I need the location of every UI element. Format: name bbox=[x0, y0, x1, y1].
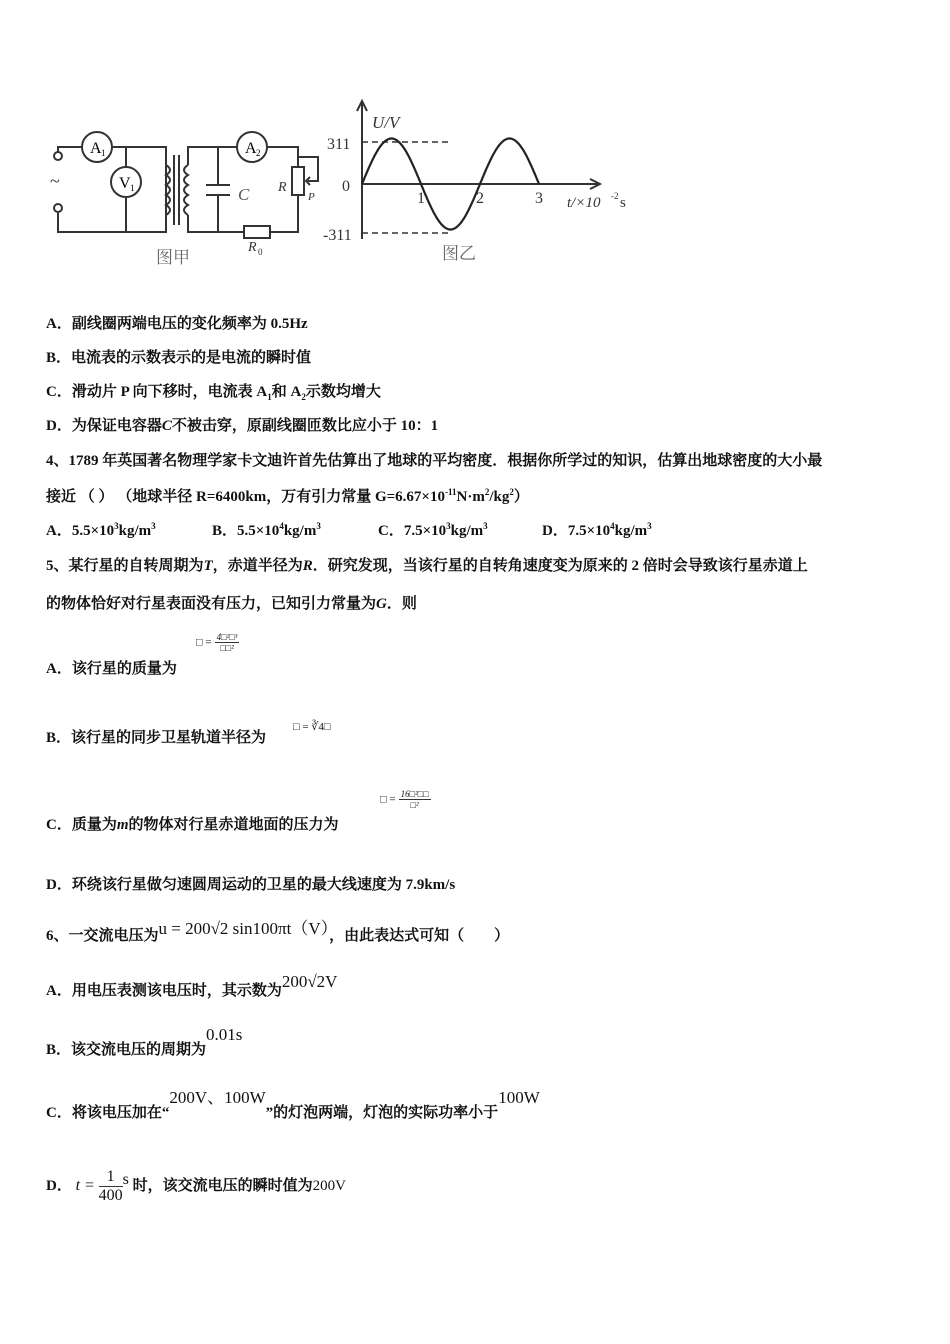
svg-text:1: 1 bbox=[130, 183, 135, 193]
x-axis-label bbox=[567, 191, 626, 211]
q4-stem-line1: 4、1789 年英国著名物理学家卡文迪许首先估算出了地球的平均密度．根据你所学过的知识，估算出地球密度的大小最 bbox=[46, 453, 823, 469]
q5-option-c-formula: □ = $\frac{\text{16□²□□}}{\text{□²}}$ bbox=[380, 789, 429, 810]
svg-text:t/×10: t/×10 bbox=[567, 195, 601, 211]
ac-source-symbol: ~ bbox=[50, 171, 60, 191]
q5-stem-line2: 的物体恰好对行星表面没有压力，已知引力常量为G．则 bbox=[46, 596, 417, 612]
q5-option-b-formula: □ = ∛4□ bbox=[293, 721, 331, 733]
svg-text:A: A bbox=[245, 140, 257, 157]
y-axis-label: U/V bbox=[372, 113, 400, 132]
q3-option-b: B．电流表的示数表示的是电流的瞬时值 bbox=[46, 350, 312, 366]
figure-left-caption: 图甲 bbox=[156, 248, 190, 267]
svg-text:-2: -2 bbox=[611, 191, 619, 201]
q4-stem-line2: 接近 （ ） （地球半径 R=6400km，万有引力常量 $G=6.67\times 10^{-11}N\cdot m^2/kg^2$） bbox=[46, 487, 529, 505]
svg-text:s: s bbox=[620, 195, 626, 211]
y-max-label: 311 bbox=[327, 136, 351, 153]
svg-text:2: 2 bbox=[256, 148, 261, 158]
q6-option-c: C．将该电压加在“200V、100W”的灯泡两端，灯泡的实际功率小于100W bbox=[46, 1088, 540, 1121]
circuit-figure bbox=[40, 95, 680, 275]
x-tick-label: 1 bbox=[417, 190, 425, 207]
voltmeter-v1 bbox=[111, 167, 141, 197]
q4-option-b: B．$5.5\times 10^4kg/m^3$ bbox=[212, 521, 321, 539]
capacitor-label: C bbox=[238, 185, 250, 204]
q4-option-c: C．$7.5\times 10^3kg/m^3$ bbox=[378, 521, 488, 539]
q6-option-d: D． t = $\frac{1}{400}$ s 时，该交流电压的瞬时值为200V bbox=[46, 1168, 346, 1204]
svg-text:A: A bbox=[90, 140, 102, 157]
ammeter-a1 bbox=[82, 132, 112, 162]
svg-text:R: R bbox=[248, 240, 257, 255]
q5-option-a: A．该行星的质量为 bbox=[46, 661, 177, 677]
svg-text:0: 0 bbox=[258, 247, 263, 257]
q6-option-b: B．该交流电压的周期为0.01s bbox=[46, 1025, 243, 1058]
resistor-label: R bbox=[278, 180, 287, 195]
ammeter-a2 bbox=[237, 132, 267, 162]
q4-option-d: D．$7.5\times 10^4kg/m^3$ bbox=[542, 521, 652, 539]
q3-option-c: C．滑动片 P 向下移时，电流表 $A_1$和 $A_2$示数均增大 bbox=[46, 384, 381, 402]
q5-option-a-formula: □ = $\frac{\text{4□²□³}}{\text{□□²}}$ bbox=[196, 632, 238, 653]
q5-stem-line1: 5、某行星的自转周期为T，赤道半径为R．研究发现，当该行星的自转角速度变为原来的 2 倍时会导致该行星赤道上 bbox=[46, 558, 808, 574]
x-tick-label: 3 bbox=[535, 190, 543, 207]
q5-option-b: B．该行星的同步卫星轨道半径为 bbox=[46, 730, 267, 746]
origin-label: 0 bbox=[342, 178, 350, 195]
svg-text:1: 1 bbox=[101, 148, 106, 158]
q3-option-a: A．副线圈两端电压的变化频率为 0.5Hz bbox=[46, 316, 308, 332]
q6-stem: 6、一交流电压为u = 200√2 sin100πt（V），由此表达式可知（ ） bbox=[46, 919, 510, 944]
q6-option-a: A．用电压表测该电压时，其示数为200√2V bbox=[46, 972, 338, 999]
voltage-graph bbox=[323, 101, 626, 244]
figure-right-caption: 图乙 bbox=[442, 244, 476, 263]
r0-label bbox=[247, 240, 263, 257]
slider-label: P bbox=[308, 191, 315, 203]
x-tick-label: 2 bbox=[476, 190, 484, 207]
svg-text:V: V bbox=[119, 175, 131, 192]
q3-option-d: D．为保证电容器C不被击穿，原副线圈匝数比应小于 10：1 bbox=[46, 418, 439, 434]
q5-option-c: C．质量为m的物体对行星赤道地面的压力为 bbox=[46, 817, 339, 833]
q4-option-a: A．$5.5\times 10^3kg/m^3$ bbox=[46, 521, 156, 539]
y-min-label: -311 bbox=[323, 227, 352, 244]
q5-option-d: D．环绕该行星做匀速圆周运动的卫星的最大线速度为 7.9km/s bbox=[46, 877, 456, 893]
